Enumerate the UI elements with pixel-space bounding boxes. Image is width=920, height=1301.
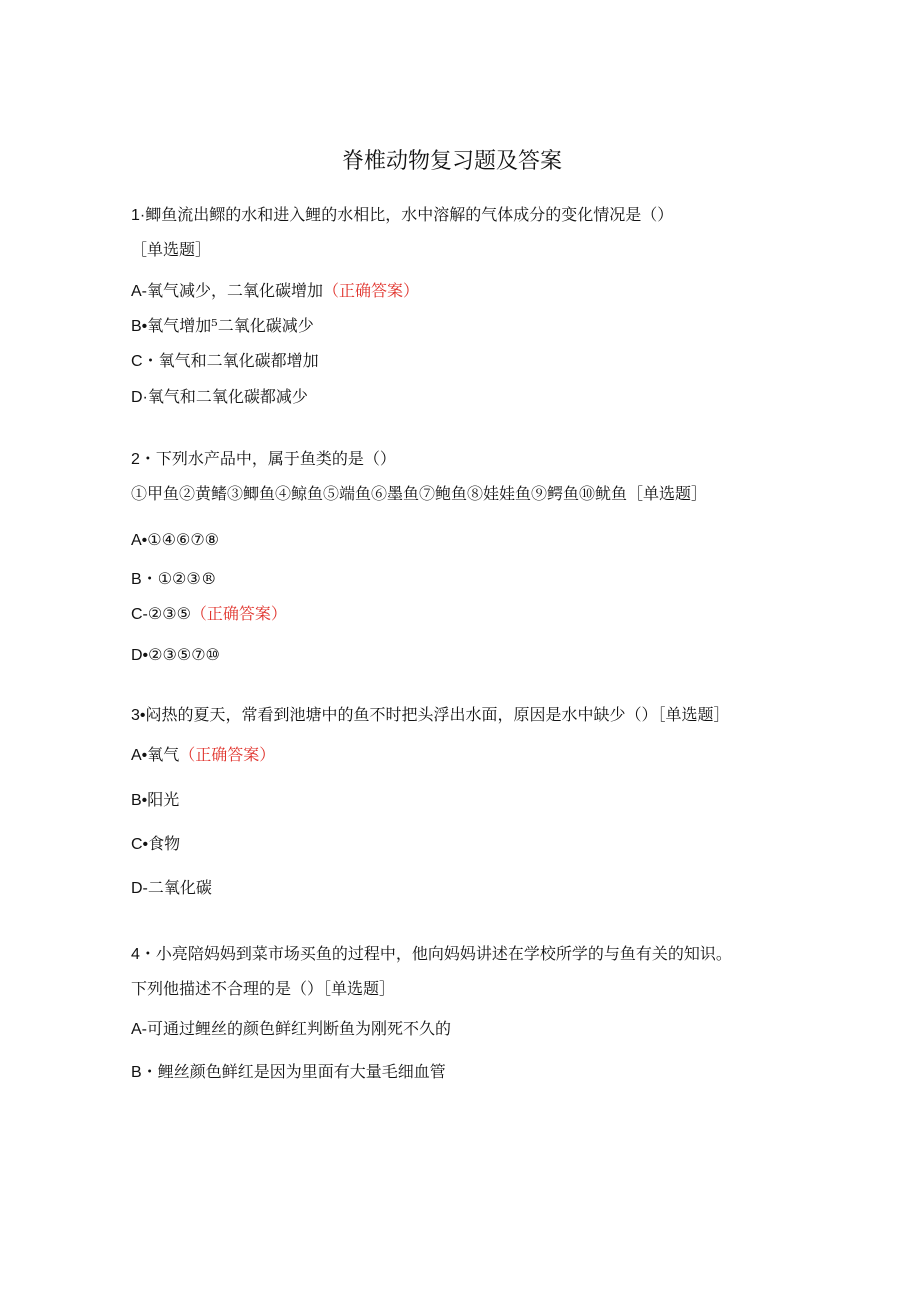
correct-answer-mark: （正确答案）: [179, 745, 276, 764]
question-1-option-d: D·氧气和二氧化碳都减少: [131, 387, 308, 406]
question-3-option-c: C•食物: [131, 834, 181, 853]
question-4-stem-line2: 下列他描述不合理的是（）［单选题］: [131, 979, 396, 998]
question-3-option-d: D-二氧化碳: [131, 878, 212, 897]
correct-answer-mark: （正确答案）: [323, 281, 420, 300]
question-4-stem: 4・小亮陪妈妈到菜市场买鱼的过程中，他向妈妈讲述在学校所学的与鱼有关的知识。: [131, 944, 732, 963]
correct-answer-mark: （正确答案）: [190, 604, 287, 623]
question-2-option-a: A•①④⑥⑦⑧: [131, 530, 219, 549]
question-1-option-a: A-氧气减少，二氧化碳增加（正确答案）: [131, 281, 420, 300]
question-4-option-b: B・鲤丝颜色鲜红是因为里面有大量毛细血管: [131, 1062, 446, 1081]
question-2-option-b: B・①②③®: [131, 569, 217, 588]
question-3-option-a: A•氧气（正确答案）: [131, 745, 276, 764]
question-2-option-d: D•②③⑤⑦⑩: [131, 645, 220, 664]
question-4-option-a: A-可通过鲤丝的颜色鲜红判断鱼为刚死不久的: [131, 1019, 452, 1038]
page-title: 脊椎动物复习题及答案: [342, 149, 563, 174]
question-2-stem-line2: ①甲鱼②黄鳍③鲫鱼④鲸鱼⑤端鱼⑥墨鱼⑦鲍鱼⑧娃娃鱼⑨鳄鱼⑩鱿鱼［单选题］: [131, 484, 708, 503]
question-2-stem: 2・下列水产品中，属于鱼类的是（）: [131, 449, 396, 468]
question-3-option-b: B•阳光: [131, 790, 180, 809]
question-2-option-c: C-②③⑤（正确答案）: [131, 604, 287, 623]
question-3-stem: 3•闷热的夏天，常看到池塘中的鱼不时把头浮出水面，原因是水中缺少（）［单选题］: [131, 705, 730, 724]
question-1-stem: 1·鲫鱼流出鳏的水和进入鲤的水相比，水中溶解的气体成分的变化情况是（）: [131, 205, 674, 224]
question-1-option-b: B•氧气增加⁵二氧化碳减少: [131, 316, 314, 335]
question-1-option-c: C・氧气和二氧化碳都增加: [131, 351, 319, 370]
question-1-type: ［单选题］: [131, 240, 212, 259]
